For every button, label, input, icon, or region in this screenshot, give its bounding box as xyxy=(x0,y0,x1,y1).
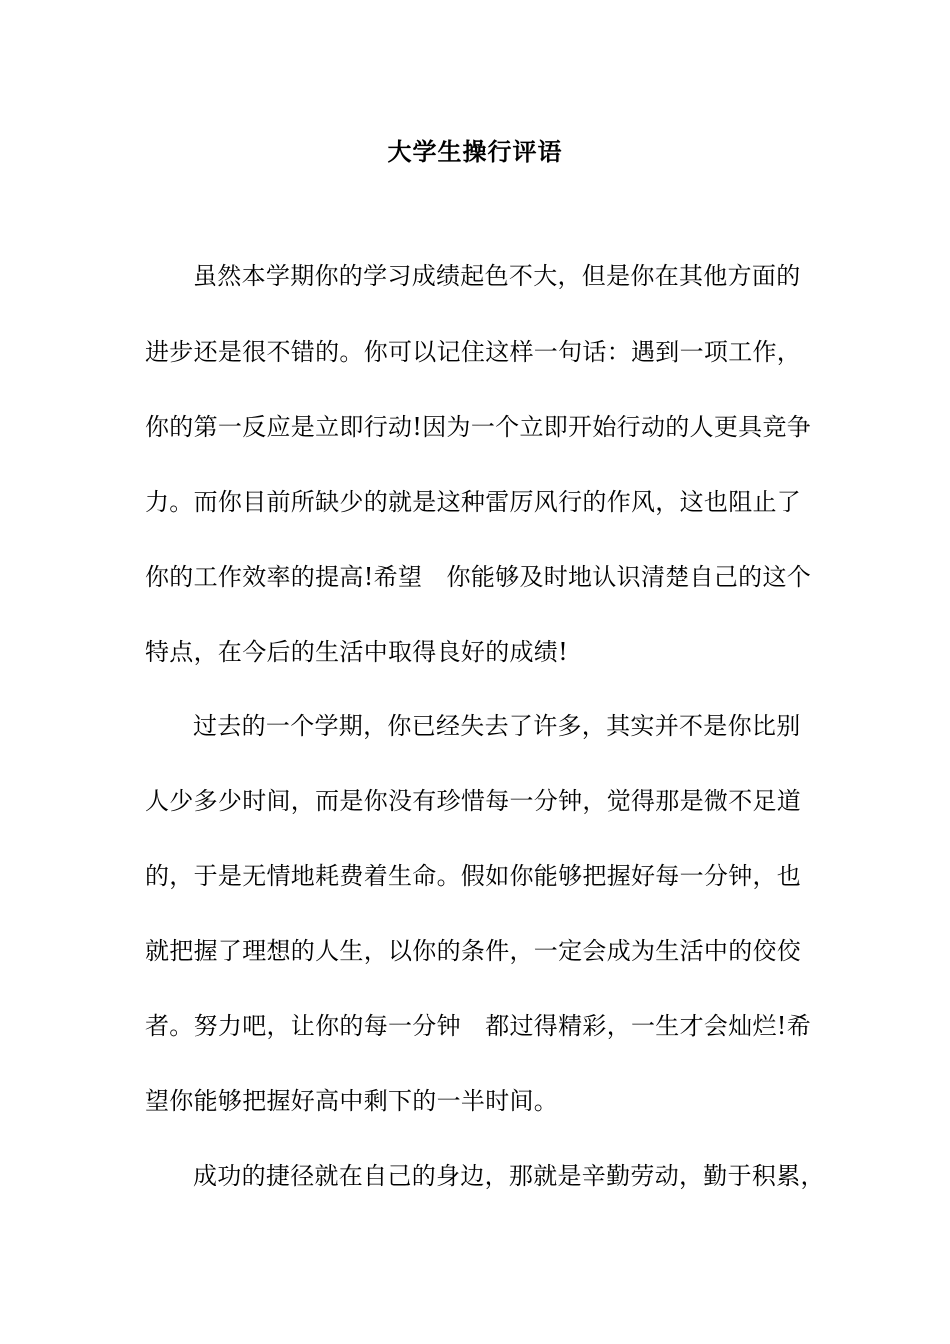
document-title: 大学生操行评语 xyxy=(387,137,563,166)
paragraph-1-line-4: 力。而你目前所缺少的就是这种雷厉风行的作风，这也阻止了 xyxy=(145,488,802,516)
paragraph-2-line-5: 者。努力吧，让你的每一分钟 都过得精彩，一生才会灿烂!希 xyxy=(145,1012,812,1040)
paragraph-1-line-1: 虽然本学期你的学习成绩起色不大，但是你在其他方面的 xyxy=(193,262,801,290)
paragraph-2-line-6: 望你能够把握好高中剩下的一半时间。 xyxy=(145,1087,559,1115)
paragraph-2-line-1: 过去的一个学期，你已经失去了许多，其实并不是你比别 xyxy=(193,712,801,740)
paragraph-1-line-3: 你的第一反应是立即行动!因为一个立即开始行动的人更具竞争 xyxy=(145,413,812,441)
paragraph-1-line-5: 你的工作效率的提高!希望 你能够及时地认识清楚自己的这个 xyxy=(145,563,812,591)
paragraph-2-line-2: 人少多少时间，而是你没有珍惜每一分钟，觉得那是微不足道 xyxy=(145,787,802,815)
paragraph-2-line-4: 就把握了理想的人生，以你的条件，一定会成为生活中的佼佼 xyxy=(145,937,802,965)
paragraph-1-line-2: 进步还是很不错的。你可以记住这样一句话：遇到一项工作， xyxy=(145,338,802,366)
paragraph-1-line-6: 特点，在今后的生活中取得良好的成绩! xyxy=(145,638,569,666)
paragraph-3-line-1: 成功的捷径就在自己的身边，那就是辛勤劳动，勤于积累， xyxy=(193,1162,825,1190)
paragraph-2-line-3: 的，于是无情地耗费着生命。假如你能够把握好每一分钟，也 xyxy=(145,862,802,890)
